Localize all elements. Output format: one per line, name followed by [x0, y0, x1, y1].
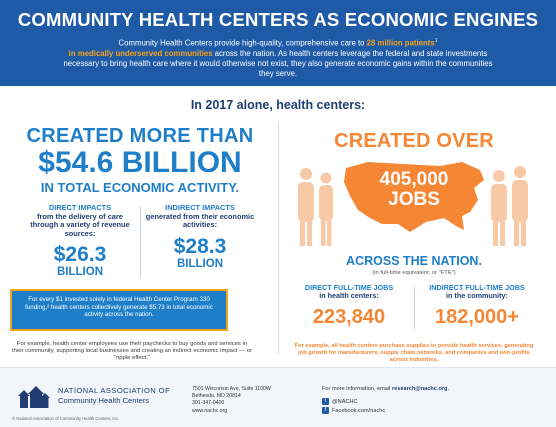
copyright: © National Association of Community Health Centers, Inc.: [12, 416, 120, 421]
intro-text-a: Community Health Centers provide high-quality, comprehensive care to: [118, 38, 367, 48]
economic-activity-section: [24, 125, 256, 279]
org-name-line1: NATIONAL ASSOCIATION OF: [58, 386, 171, 395]
direct-impacts: [24, 204, 136, 278]
column-divider: [278, 122, 279, 354]
intro-text: [63, 36, 493, 79]
contact-info: [322, 386, 449, 392]
address-block: [192, 386, 271, 415]
indirect-jobs-label: [418, 284, 536, 301]
direct-impacts-amount: $26.3: [53, 243, 107, 267]
twitter-icon: t: [322, 398, 329, 405]
twitter-handle: @NACHC: [332, 399, 358, 405]
direct-jobs-label: [290, 284, 408, 301]
indirect-impacts-amount: $28.3: [173, 234, 227, 258]
direct-impacts-title: DIRECT IMPACTS: [48, 203, 112, 212]
intro-text-b: across the nation. As health centers leverage the federal and state investments necessary to bring health care where it would otherwise not exist, they also generate economic gains within the communities they serve.: [63, 48, 493, 78]
jobs-total-number: 405,000: [379, 169, 449, 190]
direct-jobs-value: 223,840: [312, 305, 386, 328]
impact-separator: [140, 206, 141, 278]
social-links: [322, 398, 385, 416]
section-subhead: In 2017 alone, health centers:: [190, 98, 366, 112]
economic-headline: [24, 126, 256, 194]
twitter-item[interactable]: [322, 398, 385, 407]
direct-impacts-label: [24, 204, 136, 238]
indirect-impacts-unit: BILLION: [177, 257, 223, 270]
direct-impacts-desc: from the delivery of care through a variety of revenue sources:: [30, 211, 130, 238]
direct-jobs-desc: in health centers:: [319, 291, 379, 301]
address-line1: 7501 Wisconsin Ave, Suite 1100W: [192, 386, 271, 392]
email-link[interactable]: research@nachc.org: [391, 386, 448, 392]
footnote-ref-1: 1: [434, 38, 438, 44]
indirect-impacts-desc: generated from their economic activities:: [145, 211, 255, 230]
jobs-total: [290, 170, 538, 209]
indirect-impacts: [144, 204, 256, 270]
jobs-total-word: JOBS: [388, 189, 440, 210]
underserved-highlight: in medically underserved communities: [68, 48, 213, 58]
nachc-logo-icon: [14, 382, 54, 412]
address-line2: Bethesda, MD 20814: [192, 393, 241, 400]
website-link[interactable]: www.nachc.org: [192, 407, 228, 414]
jobs-headline: CREATED OVER: [334, 130, 494, 152]
info-suffix: .: [447, 386, 450, 392]
direct-jobs-title: DIRECT FULL-TIME JOBS: [304, 283, 394, 292]
fte-note: (in full-time equivalent, or "FTE"): [372, 270, 456, 276]
org-name-line2: Community Health Centers: [58, 396, 150, 405]
info-prefix: For more information, email: [322, 386, 392, 392]
indirect-jobs-title: INDIRECT FULL-TIME JOBS: [429, 283, 525, 292]
direct-jobs: [290, 284, 408, 329]
jobs-separator: [414, 286, 415, 330]
jobs-section: [290, 122, 538, 363]
header-banner: [0, 0, 556, 86]
economic-headline-line1: CREATED MORE THAN: [26, 125, 254, 147]
jobs-nation-label: ACROSS THE NATION.: [346, 254, 482, 268]
investment-callout: For every $1 invested solely in federal Health Center Program 330 funding,² health centers collectively generate $5.73 in total economic activity across the nation.: [10, 289, 228, 331]
phone-number: 301-347-0400: [192, 400, 225, 407]
patients-highlight: 28 million patients: [366, 38, 435, 48]
page-title: COMMUNITY HEALTH CENTERS AS ECONOMIC ENGINES: [17, 9, 539, 30]
facebook-link: Facebook.com/nachc: [332, 408, 386, 414]
indirect-jobs: [418, 284, 536, 329]
facebook-item[interactable]: [322, 407, 385, 416]
indirect-impacts-label: [144, 204, 256, 230]
indirect-impacts-title: INDIRECT IMPACTS: [165, 203, 235, 212]
direct-impacts-unit: BILLION: [57, 266, 103, 279]
impact-columns: [24, 204, 256, 284]
jobs-footnote: For example, all health centers purchase supplies to provide health services, generating job growth for manufacturers, supply chain networks, and companies and non-profits across industries.: [294, 343, 534, 363]
economic-total-amount: $54.6 BILLION: [38, 146, 242, 179]
economic-headline-line3: IN TOTAL ECONOMIC ACTIVITY.: [40, 180, 240, 195]
facebook-icon: f: [322, 407, 329, 414]
indirect-jobs-desc: in the community:: [446, 291, 508, 301]
footer: [0, 367, 556, 427]
indirect-jobs-value: 182,000+: [435, 305, 519, 328]
economic-footnote: For example, health center employees use their paychecks to buy goods and services in their community, supporting local businesses and creating an indirect economic impact — or "ripple effect.": [12, 341, 252, 362]
